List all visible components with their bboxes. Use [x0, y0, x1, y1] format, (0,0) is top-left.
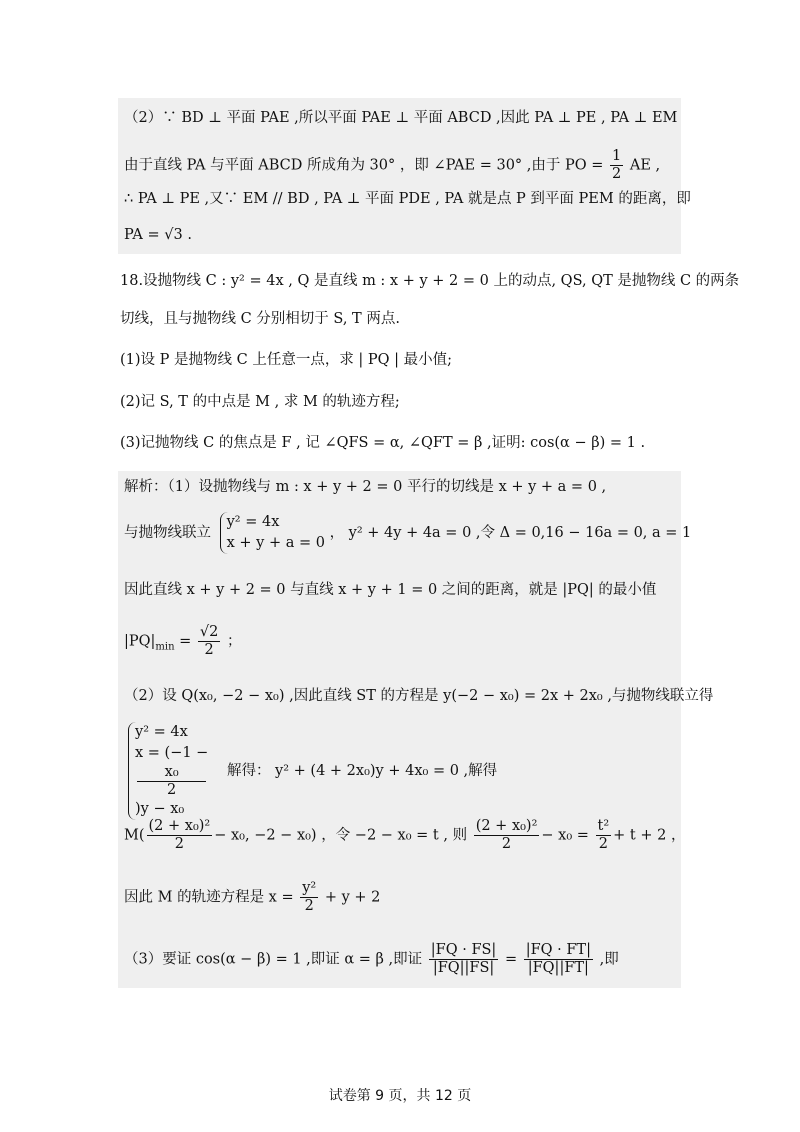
solution-line4 — [124, 624, 242, 659]
equals-sign: = — [504, 951, 518, 968]
frac-denominator: 2 — [167, 782, 177, 798]
block1-line2-text: 由于直线 PA 与平面 ABCD 所成角为 30° ，即 ∠PAE = 30° ,由于 PO = — [124, 157, 604, 174]
fraction-m-x — [147, 818, 213, 853]
problem18-line1: 18.设抛物线 C : y² = 4x , Q 是直线 m : x + y + 2 = 0 上的动点, QS, QT 是抛物线 C 的两条 — [120, 273, 740, 289]
frac-denominator: 2 — [304, 898, 314, 914]
fraction-y2-over-2 — [300, 880, 318, 915]
solution-line7-end: + t + 2 ， — [613, 827, 686, 844]
semicolon: ； — [227, 633, 242, 650]
solution-line2-prefix: 与抛物线联立 — [124, 525, 211, 541]
solution-line7-c: − x₀ = — [541, 827, 589, 844]
fraction-half — [610, 148, 623, 183]
frac-numerator: √2 — [199, 624, 219, 640]
equation-system-2 — [128, 722, 208, 820]
frac-denominator: |FQ||FS| — [432, 960, 495, 976]
solution-line6 — [124, 722, 497, 820]
m-point-open: M( — [124, 827, 145, 844]
problem18-part2: (2)记 S, T 的中点是 M , 求 M 的轨迹方程; — [120, 394, 400, 410]
proof-prefix: （3）要证 cos(α − β) = 1 ,即证 α = β ,即证 — [124, 951, 423, 968]
page-footer: 试卷第 9 页，共 12 页 — [328, 1088, 472, 1104]
proof-suffix: ,即 — [599, 951, 619, 968]
trajectory-prefix: 因此 M 的轨迹方程是 x = — [124, 889, 294, 906]
frac-numerator: x₀ — [137, 764, 206, 782]
solution-line5: （2）设 Q(x₀, −2 − x₀) ,因此直线 ST 的方程是 y(−2 − x₀) = 2x + 2x₀ ,与抛物线联立得 — [124, 688, 714, 704]
trajectory-suffix: + y + 2 — [324, 889, 381, 906]
pq-abs: |PQ| — [124, 633, 156, 650]
solution-line8 — [124, 880, 380, 915]
block1-line3: ∴ PA ⊥ PE ,又∵ EM // BD , PA ⊥ 平面 PDE , PA 就是点 P 到平面 PEM 的距离，即 — [124, 191, 691, 207]
frac-numerator: |FQ · FS| — [430, 942, 497, 958]
solution-line1: 解析：（1）设抛物线与 m : x + y + 2 = 0 平行的切线是 x + y + a = 0 , — [124, 479, 607, 495]
equals-sign: = — [179, 633, 192, 650]
frac-denominator: 2 — [204, 642, 214, 658]
solution-line2-suffix: ， y² + 4y + 4a = 0 ,令 Δ = 0,16 − 16a = 0, a = 1 — [329, 525, 692, 541]
solution-line6-suffix: 解得： y² + (4 + 2x₀)y + 4x₀ = 0 ,解得 — [226, 763, 498, 779]
frac-denominator: |FQ||FT| — [527, 960, 589, 976]
frac-numerator: t² — [597, 818, 610, 834]
solution-line9 — [124, 942, 619, 977]
solution-line2 — [124, 512, 691, 554]
frac-numerator: 1 — [612, 148, 622, 164]
fraction-t2-over-2 — [596, 818, 612, 853]
problem18-part1: (1)设 P 是抛物线 C 上任意一点，求 | PQ | 最小值; — [120, 352, 453, 368]
frac-denominator: 2 — [598, 836, 608, 852]
block1-line4: PA = √3 . — [124, 227, 192, 243]
fraction-sqrt2-over-2 — [198, 624, 220, 659]
system2-eq1: y² = 4x — [135, 724, 188, 740]
system2-eq2 — [135, 743, 208, 820]
problem18-line2: 切线，且与抛物线 C 分别相切于 S, T 两点. — [120, 311, 400, 327]
system1-eq1: y² = 4x — [226, 514, 280, 530]
block1-line2-tail: AE , — [629, 157, 661, 174]
frac-denominator: 2 — [501, 836, 512, 852]
problem18-part3: (3)记抛物线 C 的焦点是 F , 记 ∠QFS = α, ∠QFT = β ,证明: cos(α − β) = 1 . — [120, 435, 646, 451]
fraction-substitution — [474, 818, 540, 853]
fraction-cos-ft — [524, 942, 593, 977]
block1-line2 — [124, 148, 660, 183]
frac-numerator: y² — [302, 880, 317, 896]
frac-numerator: (2 + x₀)² — [148, 818, 211, 834]
solution-line7 — [124, 818, 685, 853]
fraction-cos-fs — [429, 942, 499, 977]
frac-denominator: 2 — [612, 166, 622, 182]
frac-numerator: (2 + x₀)² — [475, 818, 538, 834]
fraction-x0-over-2 — [137, 764, 206, 799]
equation-system-1 — [220, 512, 325, 554]
pq-min-sub: min — [155, 641, 175, 653]
system1-eq2: x + y + a = 0 — [226, 535, 325, 551]
block1-line1: （2）∵ BD ⊥ 平面 PAE ,所以平面 PAE ⊥ 平面 ABCD ,因此 PA ⊥ PE , PA ⊥ EM — [124, 110, 678, 126]
system2-eq2-a: x = (−1 − — [135, 745, 209, 761]
frac-numerator: |FQ · FT| — [525, 942, 591, 958]
system2-eq2-b: )y − x₀ — [135, 801, 185, 817]
solution-line3: 因此直线 x + y + 2 = 0 与直线 x + y + 1 = 0 之间的距离，就是 |PQ| 的最小值 — [124, 582, 657, 598]
frac-denominator: 2 — [174, 836, 184, 852]
solution-line7-mid: − x₀, −2 − x₀) ，令 −2 − x₀ = t , 则 — [214, 827, 468, 844]
